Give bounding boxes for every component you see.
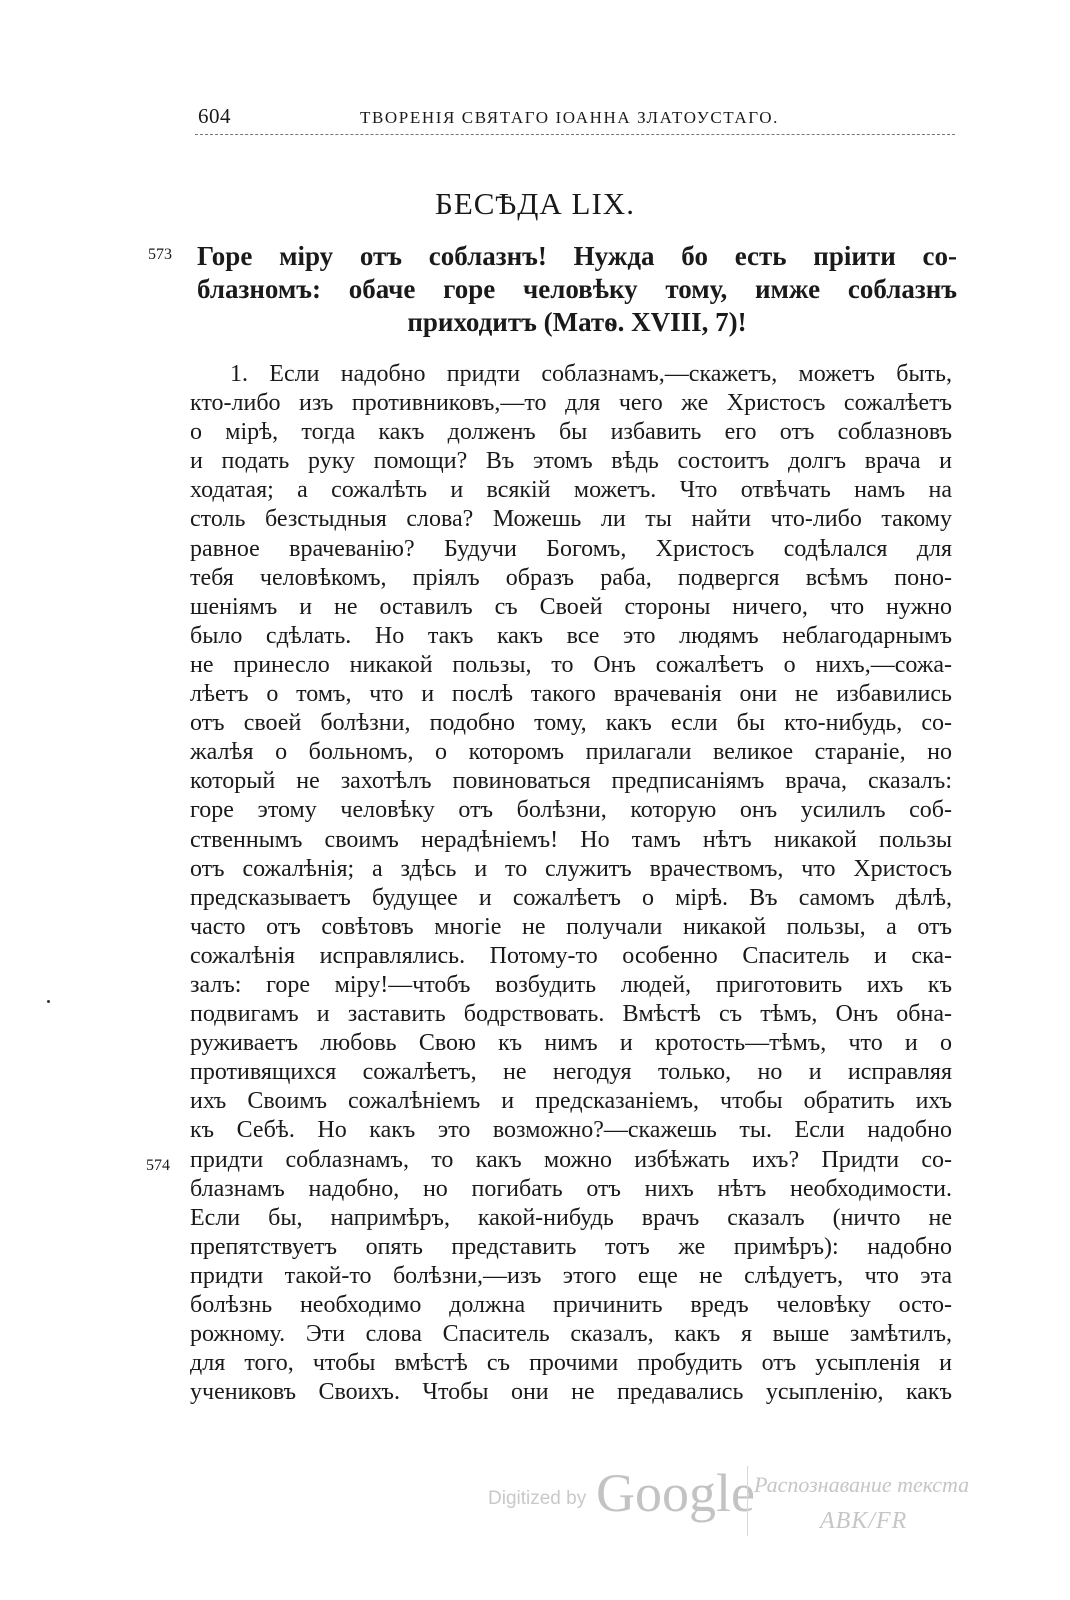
header-rule xyxy=(195,134,955,135)
body-line: подвигамъ и заставить бодрствовать. Вмѣстѣ съ тѣмъ, Онъ обна- xyxy=(190,1001,952,1028)
epigraph-line: блазномъ: обаче горе человѣку тому, имже соблазнъ xyxy=(197,274,957,304)
body-line: отъ своей болѣзни, подобно тому, какъ если бы кто-нибудь, со- xyxy=(190,710,952,737)
page-speck xyxy=(47,1000,50,1003)
body-line: часто отъ совѣтовъ многіе не получали никакой пользы, а отъ xyxy=(190,913,952,940)
body-line: и подать руку помощи? Въ этомъ вѣдь состоитъ долгъ врача и xyxy=(190,448,952,475)
body-line: было сдѣлать. Но такъ какъ все это людямъ неблагодарнымъ xyxy=(190,622,952,649)
body-line: о мірѣ, тогда какъ долженъ бы избавить его отъ соблазновъ xyxy=(190,419,952,446)
body-line: равное врачеванію? Будучи Богомъ, Христосъ содѣлался для xyxy=(190,535,952,562)
body-line: лѣетъ о томъ, что и послѣ такого врачеванія они не избавились xyxy=(190,681,952,708)
ocr-note: Распознавание текста xyxy=(754,1472,970,1497)
sermon-title: БЕСѢДА LIX. xyxy=(435,186,635,221)
digitized-by-label: Digitized by xyxy=(488,1488,587,1509)
body-line: который не захотѣлъ повиноваться предписаніямъ врача, сказалъ: xyxy=(190,768,952,795)
body-line: жалѣя о больномъ, о которомъ прилагали великое стараніе, но xyxy=(190,739,952,766)
body-line: учениковъ Своихъ. Чтобы они не предавались усыпленію, какъ xyxy=(190,1379,952,1406)
body-line: руживаетъ любовь Свою къ нимъ и кротость—тѣмъ, что и о xyxy=(190,1030,952,1057)
running-head: ТВОРЕНІЯ СВЯТАГО ІОАННА ЗЛАТОУСТАГО. xyxy=(360,108,780,127)
body-line: для того, чтобы вмѣстѣ съ прочими пробудить отъ усыпленія и xyxy=(190,1350,952,1377)
margin-number-574: 574 xyxy=(146,1157,170,1174)
epigraph-line: приходитъ (Матѳ. XVIII, 7)! xyxy=(407,307,747,337)
body-line: горе этому человѣку отъ болѣзни, которую онъ усилилъ соб- xyxy=(190,797,952,824)
body-line: къ Себѣ. Но какъ это возможно?—скажешь ты. Если надобно xyxy=(190,1117,952,1144)
body-line: залъ: горе міру!—чтобъ возбудить людей, приготовить ихъ къ xyxy=(190,971,952,998)
body-line: ходатая; а сожалѣть и всякій можетъ. Что отвѣчать намъ на xyxy=(190,477,952,504)
body-line: ихъ Своимъ сожалѣніемъ и предсказаніемъ, чтобы обратить ихъ xyxy=(190,1088,952,1115)
epigraph-line: Горе міру отъ соблазнъ! Нужда бо есть пріити со- xyxy=(197,241,957,271)
body-line: придти такой-то болѣзни,—изъ этого еще не слѣдуетъ, что эта xyxy=(190,1262,952,1289)
ocr-credit: ABK/FR xyxy=(820,1508,908,1534)
body-line: отъ сожалѣнія; а здѣсь и то служитъ врачествомъ, что Христосъ xyxy=(190,855,952,882)
page-header xyxy=(195,104,955,134)
margin-number-573: 573 xyxy=(148,246,172,263)
body-line: сожалѣнія исправлялись. Потому-то особенно Спаситель и ска- xyxy=(190,942,952,969)
body-line: столь безстыдныя слова? Можешь ли ты найти что-либо такому xyxy=(190,506,952,533)
page-number: 604 xyxy=(198,104,231,128)
body-line: предсказываетъ будущее и сожалѣетъ о мірѣ. Въ самомъ дѣлѣ, xyxy=(190,884,952,911)
body-line: кто-либо изъ противниковъ,—то для чего же Христосъ сожалѣетъ xyxy=(190,390,952,417)
body-line: препятствуетъ опять представить тотъ же примѣръ): надобно xyxy=(190,1233,952,1260)
body-line: противящихся сожалѣетъ, не негодуя только, но и исправляя xyxy=(190,1059,952,1086)
body-line: Если бы, напримѣръ, какой-нибудь врачъ сказалъ (ничто не xyxy=(190,1204,952,1231)
body-line: не принесло никакой пользы, то Онъ сожалѣетъ о нихъ,—сожа- xyxy=(190,651,952,678)
body-line: ственнымъ своимъ нерадѣніемъ! Но тамъ нѣтъ никакой пользы xyxy=(190,826,952,853)
body-line: блазнамъ надобно, но погибать отъ нихъ нѣтъ необходимости. xyxy=(190,1175,952,1202)
footer-divider xyxy=(747,1466,748,1536)
epigraph xyxy=(197,240,957,339)
body-line: 1. Если надобно придти соблазнамъ,—скажетъ, можетъ быть, xyxy=(230,361,952,387)
google-watermark: Google xyxy=(596,1463,755,1523)
body-line: болѣзнь необходимо должна причинить вредъ человѣку осто- xyxy=(190,1292,952,1318)
body-line: придти соблазнамъ, то какъ можно избѣжать ихъ? Придти со- xyxy=(190,1146,952,1173)
body-line: рожному. Эти слова Спаситель сказалъ, какъ я выше замѣтилъ, xyxy=(190,1321,952,1348)
body-line: тебя человѣкомъ, пріялъ образъ раба, подвергся всѣмъ поно- xyxy=(190,564,952,591)
body-line: шеніямъ и не оставилъ съ Своей стороны ничего, что нужно xyxy=(190,593,952,620)
body-text xyxy=(190,360,952,1407)
